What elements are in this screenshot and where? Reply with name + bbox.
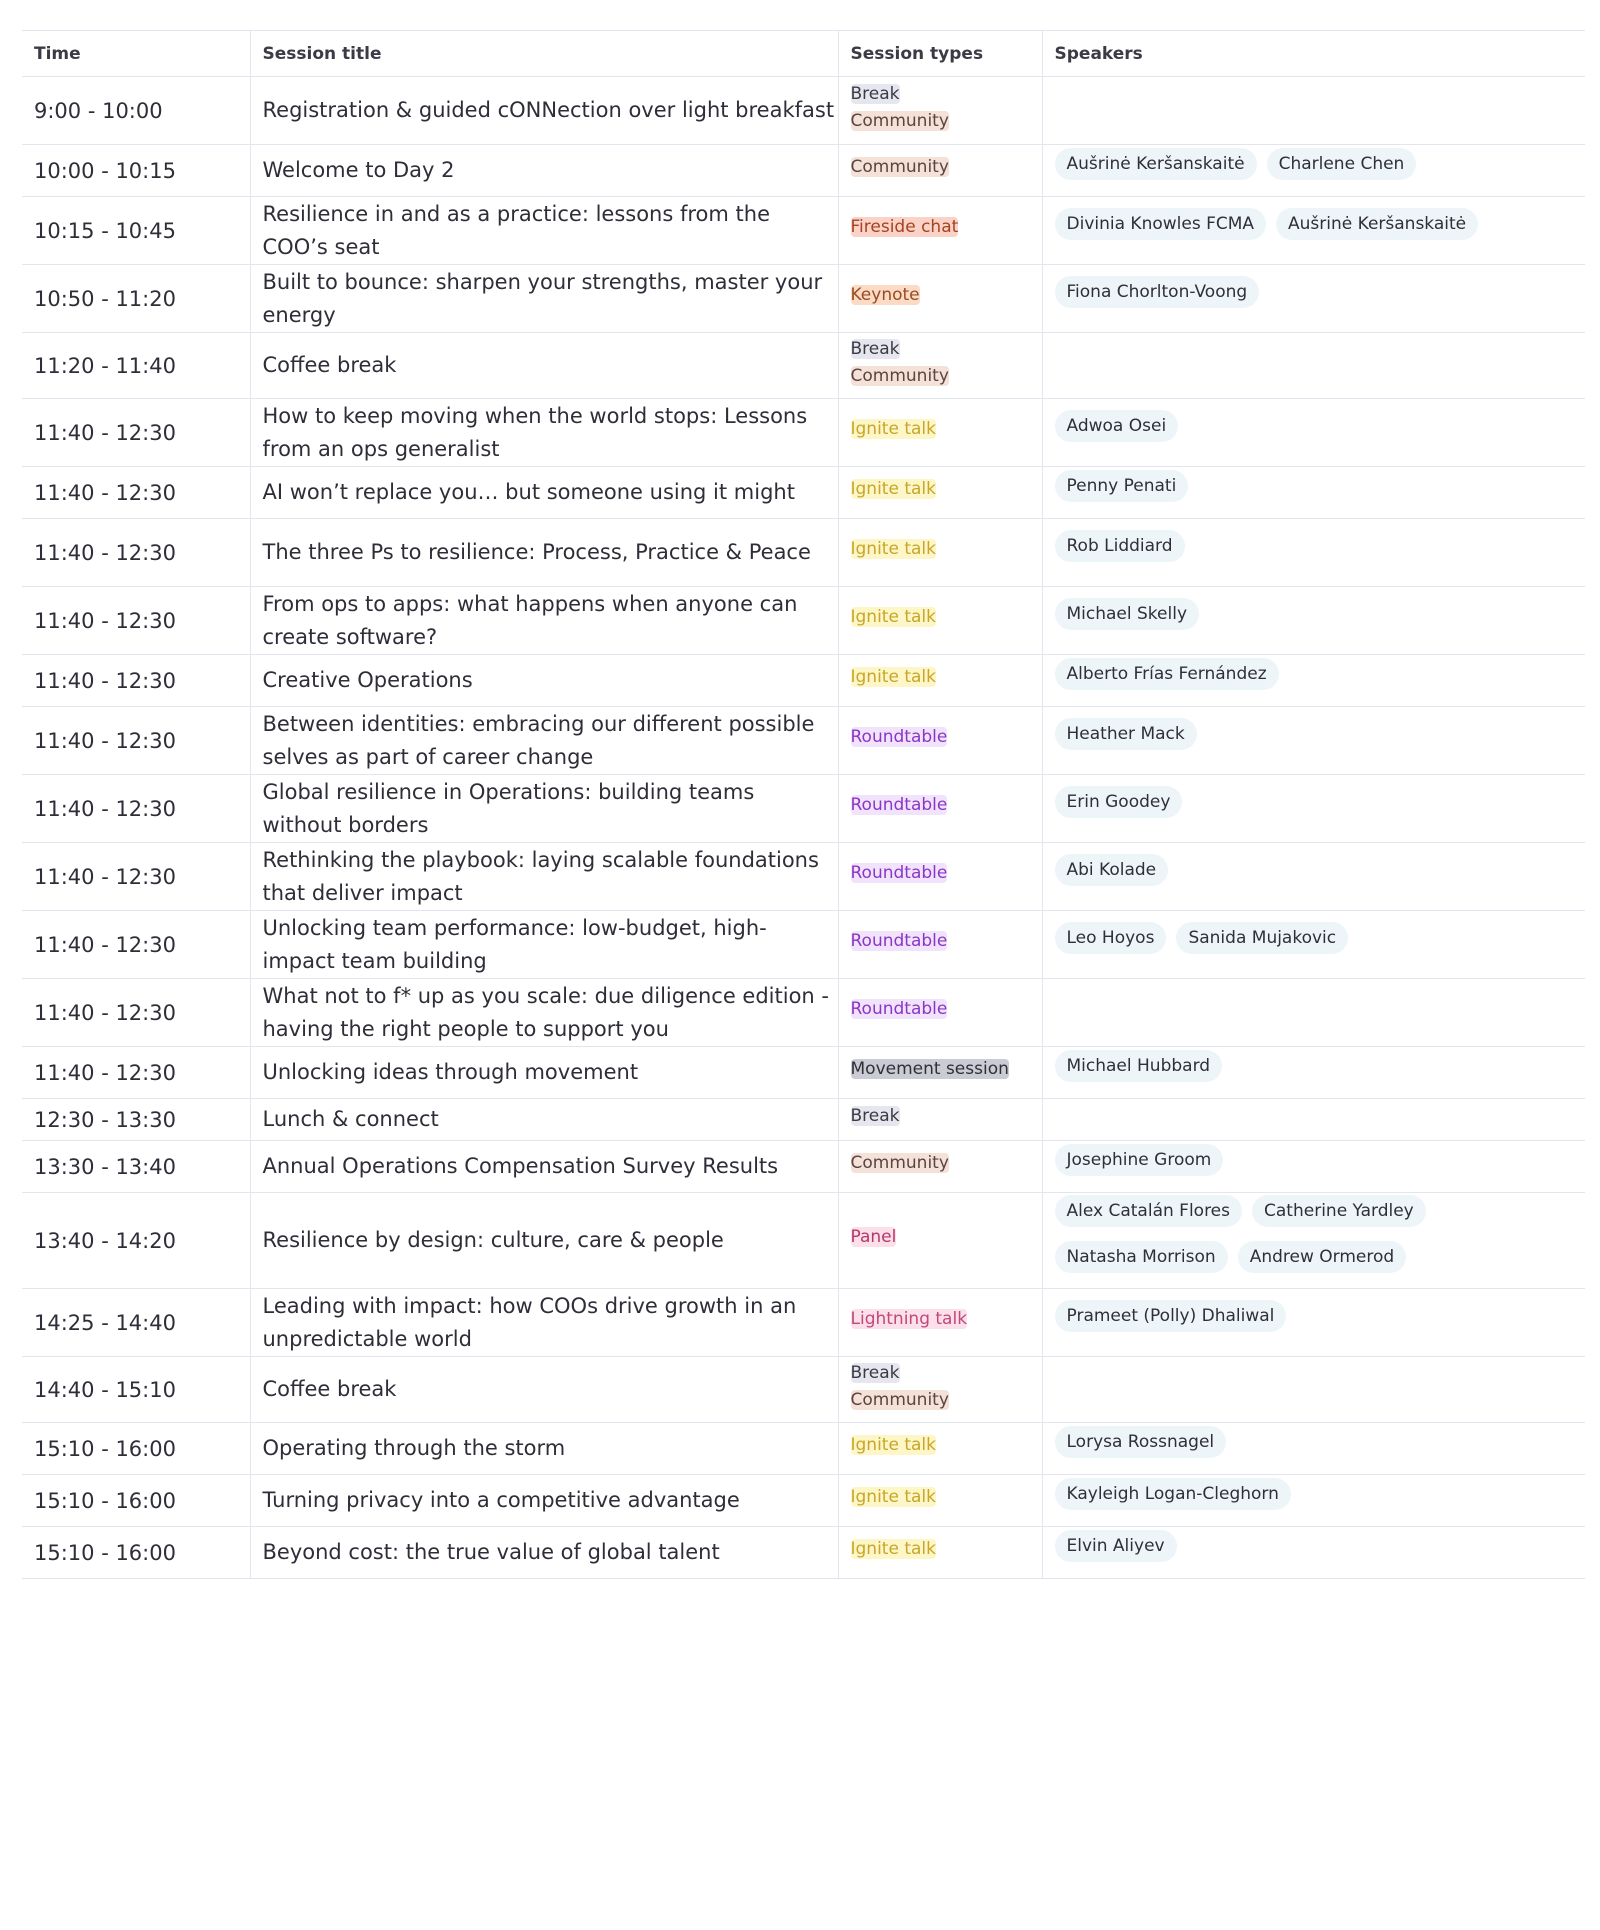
header-row bbox=[22, 31, 1585, 77]
session-type-tag: Community bbox=[850, 110, 949, 131]
session-types-cell bbox=[838, 911, 1042, 979]
speakers-cell bbox=[1042, 1423, 1585, 1475]
session-title[interactable]: Annual Operations Compensation Survey Results bbox=[250, 1141, 838, 1193]
session-types-cell bbox=[838, 145, 1042, 197]
table-row[interactable] bbox=[22, 399, 1585, 467]
session-types-cell bbox=[838, 467, 1042, 519]
table-row[interactable] bbox=[22, 587, 1585, 655]
speaker-tag[interactable]: Andrew Ormerod bbox=[1238, 1241, 1406, 1273]
speaker-tag[interactable]: Catherine Yardley bbox=[1252, 1195, 1426, 1227]
session-types-cell bbox=[838, 519, 1042, 587]
session-type-tag: Fireside chat bbox=[850, 217, 959, 237]
session-types-cell bbox=[838, 775, 1042, 843]
session-types-cell bbox=[838, 1357, 1042, 1423]
session-type-tag: Community bbox=[850, 365, 949, 386]
table-row[interactable] bbox=[22, 1289, 1585, 1357]
session-type-tag: Ignite talk bbox=[850, 479, 936, 499]
speakers-cell bbox=[1042, 399, 1585, 467]
session-title[interactable]: Coffee break bbox=[250, 1357, 838, 1423]
session-type-tag: Roundtable bbox=[850, 727, 948, 747]
speaker-tag[interactable]: Leo Hoyos bbox=[1055, 922, 1167, 954]
column-header-session-title[interactable]: Session title bbox=[250, 31, 838, 77]
table-row[interactable] bbox=[22, 519, 1585, 587]
session-types-cell bbox=[838, 265, 1042, 333]
session-time: 11:40 - 12:30 bbox=[22, 587, 250, 655]
speakers-cell bbox=[1042, 587, 1585, 655]
session-time: 11:40 - 12:30 bbox=[22, 979, 250, 1047]
speaker-tag[interactable]: Adwoa Osei bbox=[1055, 410, 1179, 442]
table-row[interactable] bbox=[22, 1423, 1585, 1475]
session-title[interactable]: The three Ps to resilience: Process, Practice & Peace bbox=[250, 519, 838, 587]
session-time: 15:10 - 16:00 bbox=[22, 1423, 250, 1475]
session-type-tag: Ignite talk bbox=[850, 1539, 936, 1559]
table-row[interactable] bbox=[22, 1193, 1585, 1289]
speakers-cell bbox=[1042, 1141, 1585, 1193]
session-title[interactable]: Turning privacy into a competitive advantage bbox=[250, 1475, 838, 1527]
session-time: 9:00 - 10:00 bbox=[22, 77, 250, 145]
session-title[interactable]: Coffee break bbox=[250, 333, 838, 399]
session-time: 11:40 - 12:30 bbox=[22, 707, 250, 775]
speakers-cell bbox=[1042, 655, 1585, 707]
table-row[interactable] bbox=[22, 775, 1585, 843]
speaker-tag[interactable]: Kayleigh Logan-Cleghorn bbox=[1055, 1478, 1291, 1510]
session-types-cell bbox=[838, 1527, 1042, 1579]
session-time: 10:00 - 10:15 bbox=[22, 145, 250, 197]
session-title[interactable]: Unlocking ideas through movement bbox=[250, 1047, 838, 1099]
speakers-cell bbox=[1042, 911, 1585, 979]
session-title[interactable]: Operating through the storm bbox=[250, 1423, 838, 1475]
speaker-tag[interactable]: Heather Mack bbox=[1055, 718, 1197, 750]
speakers-cell bbox=[1042, 145, 1585, 197]
table-row[interactable] bbox=[22, 979, 1585, 1047]
session-types-cell bbox=[838, 77, 1042, 145]
table-row[interactable] bbox=[22, 1527, 1585, 1579]
session-time: 15:10 - 16:00 bbox=[22, 1527, 250, 1579]
session-type-tag: Ignite talk bbox=[850, 539, 936, 559]
speakers-cell bbox=[1042, 1193, 1585, 1289]
speaker-tag[interactable]: Aušrinė Keršanskaitė bbox=[1055, 148, 1257, 180]
session-type-tag: Ignite talk bbox=[850, 667, 936, 687]
session-time: 11:20 - 11:40 bbox=[22, 333, 250, 399]
table-row[interactable] bbox=[22, 145, 1585, 197]
session-type-tag: Community bbox=[850, 1153, 949, 1173]
speaker-tag[interactable]: Michael Hubbard bbox=[1055, 1050, 1223, 1082]
session-title[interactable]: Creative Operations bbox=[250, 655, 838, 707]
speakers-cell bbox=[1042, 979, 1585, 1047]
session-title[interactable]: How to keep moving when the world stops: Lessons from an ops generalist bbox=[250, 399, 838, 467]
table-row[interactable] bbox=[22, 77, 1585, 145]
speaker-tag[interactable]: Sanida Mujakovic bbox=[1176, 922, 1348, 954]
session-type-tag: Break bbox=[850, 83, 900, 104]
session-types-cell bbox=[838, 1047, 1042, 1099]
speakers-cell bbox=[1042, 1357, 1585, 1423]
speaker-tag[interactable]: Elvin Aliyev bbox=[1055, 1530, 1177, 1562]
session-type-tag: Ignite talk bbox=[850, 1435, 936, 1455]
schedule-table bbox=[22, 30, 1585, 1579]
session-type-tag: Break bbox=[850, 1362, 900, 1383]
speaker-tag[interactable]: Alex Catalán Flores bbox=[1055, 1195, 1243, 1227]
speaker-tag[interactable]: Michael Skelly bbox=[1055, 598, 1200, 630]
session-type-tag: Roundtable bbox=[850, 999, 948, 1019]
session-types-cell bbox=[838, 197, 1042, 265]
speaker-tag[interactable]: Lorysa Rossnagel bbox=[1055, 1426, 1227, 1458]
session-title[interactable]: Beyond cost: the true value of global talent bbox=[250, 1527, 838, 1579]
session-type-tag: Ignite talk bbox=[850, 1487, 936, 1507]
speakers-cell bbox=[1042, 1475, 1585, 1527]
session-time: 13:30 - 13:40 bbox=[22, 1141, 250, 1193]
session-type-tag: Community bbox=[850, 1389, 949, 1410]
speakers-cell bbox=[1042, 333, 1585, 399]
session-types-cell bbox=[838, 1141, 1042, 1193]
session-time: 14:25 - 14:40 bbox=[22, 1289, 250, 1357]
session-title[interactable]: Welcome to Day 2 bbox=[250, 145, 838, 197]
session-time: 11:40 - 12:30 bbox=[22, 843, 250, 911]
session-type-tag: Roundtable bbox=[850, 931, 948, 951]
session-types-cell bbox=[838, 1475, 1042, 1527]
session-types-cell bbox=[838, 399, 1042, 467]
column-header-time[interactable]: Time bbox=[22, 31, 250, 77]
speaker-tag[interactable]: Natasha Morrison bbox=[1055, 1241, 1228, 1273]
table-header bbox=[22, 31, 1585, 77]
session-type-tag: Panel bbox=[850, 1227, 897, 1247]
session-title[interactable]: Rethinking the playbook: laying scalable foundations that deliver impact bbox=[250, 843, 838, 911]
speakers-cell bbox=[1042, 707, 1585, 775]
speakers-cell bbox=[1042, 467, 1585, 519]
session-title[interactable]: Resilience in and as a practice: lessons from the COO’s seat bbox=[250, 197, 838, 265]
session-types-cell bbox=[838, 587, 1042, 655]
table-row[interactable] bbox=[22, 655, 1585, 707]
table-row[interactable] bbox=[22, 1099, 1585, 1141]
session-type-tag: Community bbox=[850, 157, 949, 177]
speakers-cell bbox=[1042, 1289, 1585, 1357]
session-time: 11:40 - 12:30 bbox=[22, 911, 250, 979]
session-type-tag: Roundtable bbox=[850, 863, 948, 883]
speakers-cell bbox=[1042, 843, 1585, 911]
speaker-tag[interactable]: Josephine Groom bbox=[1055, 1144, 1224, 1176]
session-title[interactable]: Resilience by design: culture, care & people bbox=[250, 1193, 838, 1289]
session-types-cell bbox=[838, 1423, 1042, 1475]
session-title[interactable]: Unlocking team performance: low-budget, high-impact team building bbox=[250, 911, 838, 979]
table-row[interactable] bbox=[22, 1047, 1585, 1099]
session-time: 15:10 - 16:00 bbox=[22, 1475, 250, 1527]
speakers-cell bbox=[1042, 1527, 1585, 1579]
session-time: 13:40 - 14:20 bbox=[22, 1193, 250, 1289]
session-types-cell bbox=[838, 1193, 1042, 1289]
table-body bbox=[22, 77, 1585, 1579]
table-row[interactable] bbox=[22, 1475, 1585, 1527]
table-row[interactable] bbox=[22, 467, 1585, 519]
table-row[interactable] bbox=[22, 197, 1585, 265]
session-time: 10:15 - 10:45 bbox=[22, 197, 250, 265]
session-types-cell bbox=[838, 979, 1042, 1047]
session-type-tag: Lightning talk bbox=[850, 1309, 968, 1329]
speaker-tag[interactable]: Aušrinė Keršanskaitė bbox=[1276, 208, 1478, 240]
session-types-cell bbox=[838, 1289, 1042, 1357]
session-time: 11:40 - 12:30 bbox=[22, 775, 250, 843]
table-row[interactable] bbox=[22, 843, 1585, 911]
speakers-cell bbox=[1042, 197, 1585, 265]
session-types-cell bbox=[838, 707, 1042, 775]
session-types-cell bbox=[838, 333, 1042, 399]
speakers-cell bbox=[1042, 775, 1585, 843]
speaker-tag[interactable]: Prameet (Polly) Dhaliwal bbox=[1055, 1300, 1287, 1332]
session-time: 10:50 - 11:20 bbox=[22, 265, 250, 333]
session-title[interactable]: Built to bounce: sharpen your strengths, master your energy bbox=[250, 265, 838, 333]
session-title[interactable]: Between identities: embracing our different possible selves as part of career change bbox=[250, 707, 838, 775]
table-row[interactable] bbox=[22, 265, 1585, 333]
table-row[interactable] bbox=[22, 1141, 1585, 1193]
table-row[interactable] bbox=[22, 707, 1585, 775]
session-type-tag: Ignite talk bbox=[850, 419, 936, 439]
speaker-tag[interactable]: Alberto Frías Fernández bbox=[1055, 658, 1279, 690]
speakers-cell bbox=[1042, 519, 1585, 587]
session-time: 12:30 - 13:30 bbox=[22, 1099, 250, 1141]
session-title[interactable]: From ops to apps: what happens when anyone can create software? bbox=[250, 587, 838, 655]
session-title[interactable]: Lunch & connect bbox=[250, 1099, 838, 1141]
session-time: 14:40 - 15:10 bbox=[22, 1357, 250, 1423]
speakers-cell bbox=[1042, 1047, 1585, 1099]
session-type-tag: Break bbox=[850, 338, 900, 359]
session-type-tag: Ignite talk bbox=[850, 607, 936, 627]
speaker-tag[interactable]: Fiona Chorlton-Voong bbox=[1055, 276, 1260, 308]
session-type-tag: Break bbox=[850, 1106, 900, 1126]
speakers-cell bbox=[1042, 77, 1585, 145]
session-type-tag: Keynote bbox=[850, 285, 920, 305]
session-title[interactable]: Registration & guided cONNection over light breakfast bbox=[250, 77, 838, 145]
table-row[interactable] bbox=[22, 911, 1585, 979]
session-time: 11:40 - 12:30 bbox=[22, 655, 250, 707]
speaker-tag[interactable]: Abi Kolade bbox=[1055, 854, 1169, 886]
session-time: 11:40 - 12:30 bbox=[22, 1047, 250, 1099]
speaker-tag[interactable]: Divinia Knowles FCMA bbox=[1055, 208, 1267, 240]
session-time: 11:40 - 12:30 bbox=[22, 399, 250, 467]
session-types-cell bbox=[838, 843, 1042, 911]
speaker-tag[interactable]: Rob Liddiard bbox=[1055, 530, 1185, 562]
session-title[interactable]: Leading with impact: how COOs drive growth in an unpredictable world bbox=[250, 1289, 838, 1357]
speaker-tag[interactable]: Erin Goodey bbox=[1055, 786, 1183, 818]
session-title[interactable]: Global resilience in Operations: building teams without borders bbox=[250, 775, 838, 843]
session-type-tag: Movement session bbox=[850, 1059, 1009, 1079]
session-time: 11:40 - 12:30 bbox=[22, 467, 250, 519]
session-types-cell bbox=[838, 1099, 1042, 1141]
table-row[interactable] bbox=[22, 1357, 1585, 1423]
session-type-tag: Roundtable bbox=[850, 795, 948, 815]
column-header-speakers[interactable]: Speakers bbox=[1042, 31, 1585, 77]
speaker-tag[interactable]: Charlene Chen bbox=[1267, 148, 1417, 180]
session-time: 11:40 - 12:30 bbox=[22, 519, 250, 587]
speakers-cell bbox=[1042, 265, 1585, 333]
table-row[interactable] bbox=[22, 333, 1585, 399]
speakers-cell bbox=[1042, 1099, 1585, 1141]
column-header-session-types[interactable]: Session types bbox=[838, 31, 1042, 77]
session-types-cell bbox=[838, 655, 1042, 707]
session-title[interactable]: What not to f* up as you scale: due diligence edition - having the right people to support you bbox=[250, 979, 838, 1047]
session-title[interactable]: AI won’t replace you… but someone using it might bbox=[250, 467, 838, 519]
speaker-tag[interactable]: Penny Penati bbox=[1055, 470, 1189, 502]
